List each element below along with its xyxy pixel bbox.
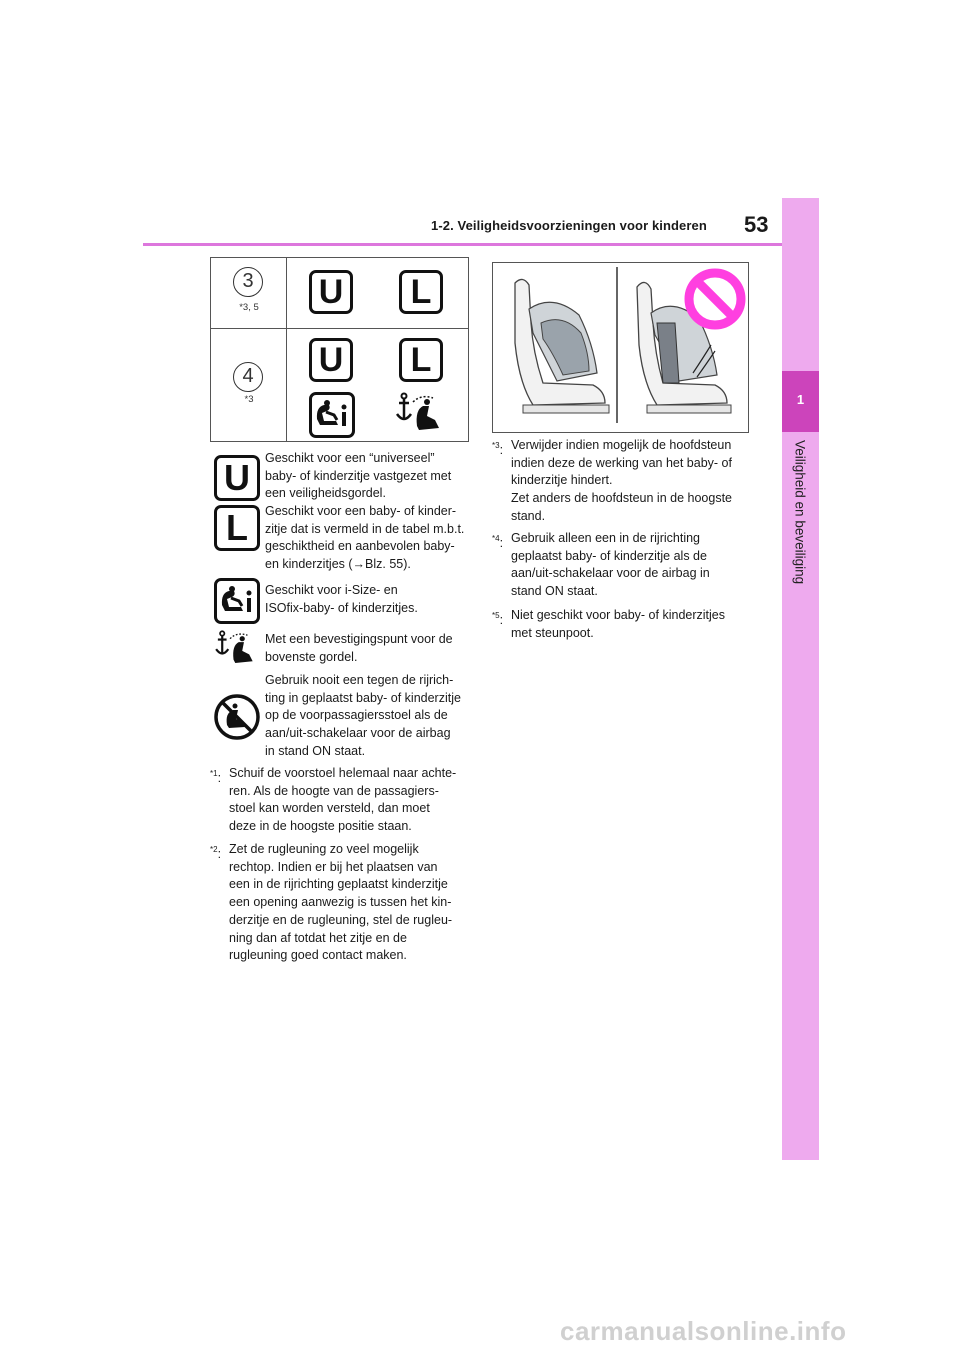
footnote-mark: $^{*5}$: (492, 611, 504, 627)
child-seat-headrest-drawing (493, 263, 748, 432)
legend-anchor-seat-icon (212, 630, 262, 670)
legend-line: Geschikt voor i-Size- en (265, 583, 398, 597)
legend-line: ISOfix-baby- of kinderzitjes. (265, 600, 418, 615)
legend-i-size-seat-icon (214, 578, 260, 624)
legend-anchor-text (265, 631, 453, 666)
seat-position-3-badge: 3 (233, 267, 263, 297)
legend-listed-l-icon (214, 505, 260, 551)
footnote-2 (210, 841, 480, 971)
seat-position-3-note: *3, 5 (239, 302, 259, 313)
legend-line: op de voorpassagiersstoel als de (265, 708, 448, 723)
legend-line: geschiktheid en aanbevolen baby- (265, 539, 455, 554)
legend-line: Met een bevestigingspunt voor de (265, 632, 453, 646)
footnote-5 (492, 607, 762, 647)
footnote-text: Schuif de voorstoel helemaal naar achte- ren. Als de hoogte van de passagiers- stoel kan worden versteld, dan moet deze in de hoogste positie staan. (229, 766, 457, 834)
listed-l-letter: L (410, 341, 432, 379)
anchor-seat-icon (395, 392, 447, 438)
legend-universal-text (265, 450, 451, 503)
legend-listed-text (265, 503, 464, 574)
seat-position-4-note: *3 (244, 394, 254, 405)
page-number: 53 (744, 212, 769, 237)
legend-line: en kinderzitjes (→Blz. 55). (265, 557, 411, 572)
watermark: carmanualsonline.info (560, 1316, 847, 1346)
table-column-divider (286, 258, 287, 441)
legend-line: Geschikt voor een “universeel” (265, 451, 435, 465)
legend-line: baby- of kinderzitje vastgezet met (265, 468, 452, 483)
headrest-illustration (492, 262, 749, 433)
listed-l-icon (399, 338, 443, 382)
footnote-3 (492, 437, 762, 529)
table-row-divider (211, 328, 468, 329)
seat-suitability-table (210, 257, 469, 442)
legend-line: Gebruik nooit een tegen de rijrich- (265, 673, 454, 687)
legend-i-size-text (265, 582, 418, 617)
legend-line: in stand ON staat. (265, 743, 366, 758)
legend-line: een veiligheidsgordel. (265, 486, 386, 501)
universal-u-letter: U (318, 341, 344, 379)
footnote-mark: $^{*4}$: (492, 534, 504, 550)
footnote-text: Niet geschikt voor baby- of kinderzitjes met steunpoot. (511, 608, 725, 640)
legend-line: aan/uit-schakelaar voor de airbag (265, 726, 451, 741)
legend-line: ting in geplaatst baby- of kinderzitje (265, 690, 461, 705)
footnote-text: Zet de rugleuning zo veel mogelijk rechtop. Indien er bij het plaatsen van een in de rijrichting geplaatst kinderzitje een opening aanwezig is tussen het kin- derzitje en de rugleuning, stel de rugleu- ning dan af totdat het zitje en de rugleuning goed contact maken. (229, 842, 453, 963)
footnote-mark: $^{*3}$: (492, 441, 504, 457)
legend-line: zitje dat is vermeld in de tabel m.b.t. (265, 521, 465, 536)
footnote-1 (210, 765, 480, 840)
universal-u-letter: U (318, 273, 344, 311)
legend-prohibited-text (265, 672, 461, 761)
chapter-side-strip (782, 198, 819, 1160)
legend-universal-u-icon (214, 455, 260, 501)
legend-l-letter: L (226, 507, 248, 548)
section-title: 1-2. Veiligheidsvoorzieningen voor kinderen (431, 218, 707, 233)
chapter-title: Veiligheid en beveiliging (792, 440, 808, 585)
legend-u-letter: U (224, 457, 250, 498)
footnote-mark: $^{*2}$: (210, 845, 222, 861)
footnote-mark: $^{*1}$: (210, 769, 222, 785)
universal-u-icon (309, 338, 353, 382)
legend-line: Geschikt voor een baby- of kinder- (265, 504, 457, 518)
chapter-number: 1 (796, 392, 805, 407)
legend-line: bovenste gordel. (265, 649, 358, 664)
footnote-text: Gebruik alleen een in de rijrichting geplaatst baby- of kinderzitje als de aan/uit-schakelaar voor de airbag in stand ON staat. (511, 531, 710, 599)
universal-u-icon (309, 270, 353, 314)
seat-position-4-badge: 4 (233, 362, 263, 392)
listed-l-icon (399, 270, 443, 314)
i-size-seat-icon (309, 392, 355, 438)
legend-prohibited-rear-facing-icon (213, 693, 261, 741)
header-rule (143, 243, 782, 246)
listed-l-letter: L (410, 273, 432, 311)
footnote-text: Verwijder indien mogelijk de hoofdsteun indien deze de werking van het baby- of kinderzitje hindert. Zet anders de hoofdsteun in de hoogste stand. (511, 438, 732, 523)
footnote-4 (492, 530, 762, 605)
